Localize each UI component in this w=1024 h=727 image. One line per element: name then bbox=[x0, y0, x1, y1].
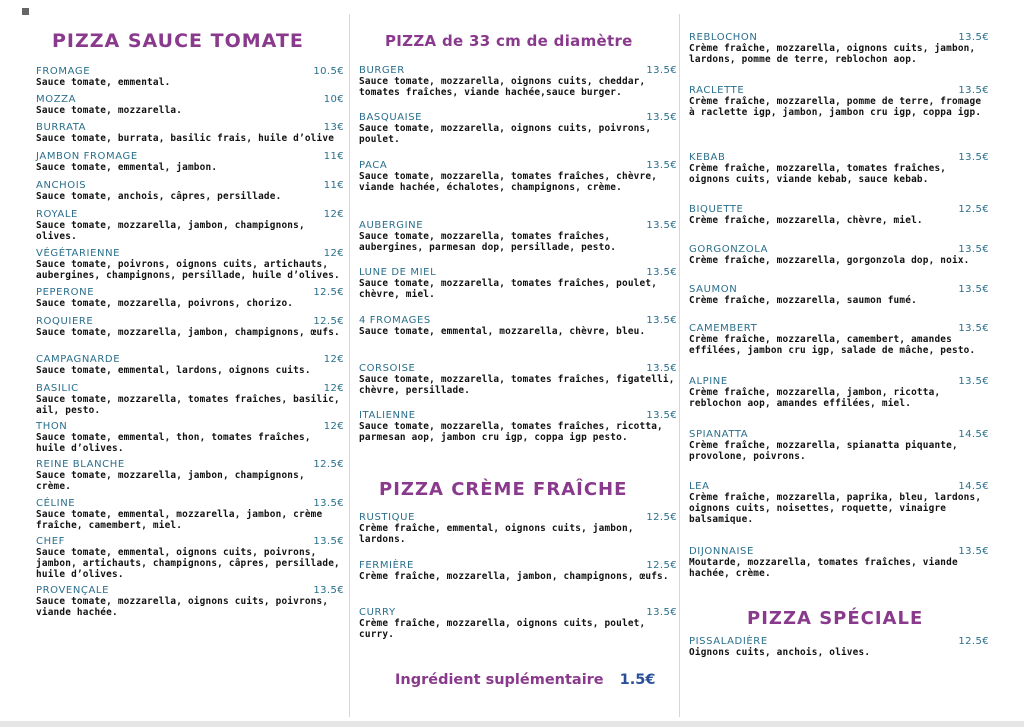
item-name: BIQUETTE bbox=[689, 204, 744, 215]
menu-item bbox=[36, 316, 344, 338]
menu-item bbox=[359, 160, 677, 193]
extra-ingredient-label: Ingrédient suplémentaire bbox=[395, 672, 604, 688]
item-description: Crème fraîche, mozzarella, saumon fumé. bbox=[689, 295, 917, 306]
item-price: 12.5€ bbox=[958, 636, 989, 647]
item-description: Sauce tomate, mozzarella, tomates fraîches, ricotta, parmesan aop, jambon cru igp, coppa igp pesto. bbox=[359, 421, 663, 444]
menu-item bbox=[689, 636, 989, 658]
item-price: 13.5€ bbox=[646, 112, 677, 123]
item-price: 13.5€ bbox=[646, 220, 677, 231]
menu-item bbox=[359, 560, 677, 582]
item-name: FERMIÈRE bbox=[359, 560, 414, 571]
item-description: Sauce tomate, mozzarella, tomates fraîches, aubergines, parmesan dop, persillade, pesto. bbox=[359, 231, 617, 254]
item-description: Sauce tomate, emmental, thon, tomates fraîches, huile d’olives. bbox=[36, 432, 311, 455]
item-price: 12€ bbox=[323, 354, 344, 365]
item-name: REINE BLANCHE bbox=[36, 459, 125, 470]
item-name: CAMEMBERT bbox=[689, 323, 758, 334]
item-name: BURGER bbox=[359, 65, 405, 76]
menu-item bbox=[689, 32, 989, 65]
menu-item bbox=[359, 315, 677, 337]
item-price: 11€ bbox=[323, 151, 344, 162]
item-price: 13.5€ bbox=[958, 244, 989, 255]
item-name: BASILIC bbox=[36, 383, 79, 394]
column-sauce-tomate bbox=[22, 0, 344, 721]
item-description: Crème fraîche, mozzarella, jambon, ricotta, reblochon aop, amandes effilées, miel. bbox=[689, 387, 941, 410]
item-description: Sauce tomate, mozzarella, jambon, champignons, œufs. bbox=[36, 327, 340, 338]
item-price: 12.5€ bbox=[313, 316, 344, 327]
item-name: VÉGÉTARIENNE bbox=[36, 248, 121, 259]
item-name: THON bbox=[36, 421, 68, 432]
item-name: JAMBON FROMAGE bbox=[36, 151, 138, 162]
item-description: Sauce tomate, anchois, câpres, persillade. bbox=[36, 191, 282, 202]
menu-item bbox=[36, 151, 344, 173]
section-title-speciale: PIZZA SPÉCIALE bbox=[747, 608, 924, 629]
menu-item bbox=[36, 122, 344, 144]
item-description: Sauce tomate, poivrons, oignons cuits, artichauts, aubergines, champignons, persillade, huile d’olives. bbox=[36, 259, 340, 282]
item-description: Sauce tomate, emmental, lardons, oignons cuits. bbox=[36, 365, 311, 376]
extra-ingredient bbox=[395, 672, 655, 688]
item-description: Sauce tomate, emmental, mozzarella, chèvre, bleu. bbox=[359, 326, 646, 337]
item-name: ITALIENNE bbox=[359, 410, 416, 421]
item-name: BURRATA bbox=[36, 122, 87, 133]
menu-item bbox=[36, 536, 344, 581]
item-name: SPIANATTA bbox=[689, 429, 749, 440]
item-price: 13.5€ bbox=[646, 315, 677, 326]
menu-item bbox=[689, 376, 989, 409]
menu-item bbox=[36, 248, 344, 281]
menu-item bbox=[359, 607, 677, 640]
menu-item bbox=[36, 287, 344, 309]
menu-item bbox=[36, 383, 344, 416]
item-price: 13.5€ bbox=[958, 546, 989, 557]
menu-item bbox=[36, 459, 344, 492]
item-price: 13.5€ bbox=[958, 85, 989, 96]
item-name: DIJONNAISE bbox=[689, 546, 754, 557]
item-price: 13.5€ bbox=[646, 607, 677, 618]
column-divider bbox=[349, 14, 350, 717]
item-name: CORSOISE bbox=[359, 363, 416, 374]
section-title-creme-fraiche: PIZZA CRÈME FRAÎCHE bbox=[379, 479, 628, 500]
item-price: 13.5€ bbox=[313, 536, 344, 547]
menu-item bbox=[359, 220, 677, 253]
item-description: Sauce tomate, mozzarella, tomates fraîches, figatelli, chèvre, persillade. bbox=[359, 374, 675, 397]
item-description: Sauce tomate, mozzarella, tomates fraîches, poulet, chèvre, miel. bbox=[359, 278, 658, 301]
menu-item bbox=[359, 512, 677, 545]
item-description: Sauce tomate, mozzarella, oignons cuits, poivrons, viande hachée. bbox=[36, 596, 329, 619]
item-description: Sauce tomate, mozzarella, oignons cuits, poivrons, poulet. bbox=[359, 123, 652, 146]
menu-item bbox=[36, 421, 344, 454]
item-description: Sauce tomate, burrata, basilic frais, huile d’olive bbox=[36, 133, 335, 144]
item-name: CURRY bbox=[359, 607, 396, 618]
item-name: ANCHOIS bbox=[36, 180, 87, 191]
item-name: PEPERONE bbox=[36, 287, 95, 298]
item-name: PISSALADIÈRE bbox=[689, 636, 768, 647]
item-price: 12.5€ bbox=[313, 459, 344, 470]
item-price: 13.5€ bbox=[958, 152, 989, 163]
menu-item bbox=[36, 66, 344, 88]
item-description: Crème fraîche, mozzarella, gorgonzola dop, noix. bbox=[689, 255, 970, 266]
item-price: 12€ bbox=[323, 383, 344, 394]
item-name: FROMAGE bbox=[36, 66, 91, 77]
item-description: Sauce tomate, mozzarella, jambon, champignons, crème. bbox=[36, 470, 305, 493]
item-price: 14.5€ bbox=[958, 429, 989, 440]
item-price: 13.5€ bbox=[646, 160, 677, 171]
item-description: Sauce tomate, emmental, oignons cuits, poivrons, jambon, artichauts, champignons, câpres, persillade, huile d’olives. bbox=[36, 547, 340, 581]
item-price: 13.5€ bbox=[646, 410, 677, 421]
item-price: 13.5€ bbox=[958, 376, 989, 387]
menu-item bbox=[36, 498, 344, 531]
item-description: Crème fraîche, emmental, oignons cuits, jambon, lardons. bbox=[359, 523, 634, 546]
menu-item bbox=[359, 363, 677, 396]
item-name: ALPINE bbox=[689, 376, 728, 387]
item-price: 10€ bbox=[323, 94, 344, 105]
item-description: Oignons cuits, anchois, olives. bbox=[689, 647, 871, 658]
item-price: 12.5€ bbox=[646, 560, 677, 571]
item-description: Crème fraîche, mozzarella, camembert, amandes effilées, jambon cru igp, salade de mâche, pesto. bbox=[689, 334, 976, 357]
menu-item bbox=[689, 546, 989, 579]
extra-ingredient-price: 1.5€ bbox=[619, 672, 656, 688]
item-price: 13.5€ bbox=[958, 323, 989, 334]
item-name: PACA bbox=[359, 160, 388, 171]
item-price: 12€ bbox=[323, 248, 344, 259]
item-description: Crème fraîche, mozzarella, oignons cuits, jambon, lardons, pomme de terre, reblochon aop. bbox=[689, 43, 976, 66]
item-price: 13.5€ bbox=[646, 267, 677, 278]
item-description: Crème fraîche, mozzarella, jambon, champignons, œufs. bbox=[359, 571, 669, 582]
item-price: 12.5€ bbox=[646, 512, 677, 523]
menu-item bbox=[36, 354, 344, 376]
item-price: 13.5€ bbox=[958, 284, 989, 295]
item-description: Sauce tomate, mozzarella, tomates fraîches, chèvre, viande hachée, échalotes, champignons, crème. bbox=[359, 171, 658, 194]
item-name: PROVENÇALE bbox=[36, 585, 110, 596]
item-description: Crème fraîche, mozzarella, chèvre, miel. bbox=[689, 215, 923, 226]
item-name: CAMPAGNARDE bbox=[36, 354, 121, 365]
item-price: 13.5€ bbox=[313, 585, 344, 596]
menu-item bbox=[359, 267, 677, 300]
page-bottom-edge bbox=[0, 721, 1024, 727]
item-price: 12.5€ bbox=[313, 287, 344, 298]
item-description: Sauce tomate, mozzarella, jambon, champignons, olives. bbox=[36, 220, 305, 243]
menu-item bbox=[689, 244, 989, 266]
item-name: CHEF bbox=[36, 536, 65, 547]
item-name: KEBAB bbox=[689, 152, 726, 163]
menu-item bbox=[36, 209, 344, 242]
item-name: RACLETTE bbox=[689, 85, 745, 96]
item-name: BASQUAISE bbox=[359, 112, 423, 123]
item-name: 4 FROMAGES bbox=[359, 315, 431, 326]
item-name: REBLOCHON bbox=[689, 32, 758, 43]
item-price: 13.5€ bbox=[313, 498, 344, 509]
item-name: LEA bbox=[689, 481, 710, 492]
menu-item bbox=[359, 410, 677, 443]
section-title-sauce-tomate: PIZZA SAUCE TOMATE bbox=[52, 30, 304, 52]
menu-item bbox=[689, 323, 989, 356]
item-price: 13.5€ bbox=[646, 65, 677, 76]
menu-item bbox=[689, 152, 989, 185]
item-description: Sauce tomate, mozzarella, oignons cuits, cheddar, tomates fraîches, viande hachée,sauce burger. bbox=[359, 76, 646, 99]
item-description: Sauce tomate, emmental, jambon. bbox=[36, 162, 218, 173]
item-description: Crème fraîche, mozzarella, oignons cuits, poulet, curry. bbox=[359, 618, 646, 641]
menu-item bbox=[689, 85, 989, 118]
item-price: 13€ bbox=[323, 122, 344, 133]
item-name: SAUMON bbox=[689, 284, 738, 295]
item-description: Sauce tomate, emmental. bbox=[36, 77, 171, 88]
column-33cm bbox=[351, 0, 677, 721]
item-description: Sauce tomate, mozzarella, tomates fraîches, basilic, ail, pesto. bbox=[36, 394, 340, 417]
item-name: AUBERGINE bbox=[359, 220, 424, 231]
item-name: GORGONZOLA bbox=[689, 244, 769, 255]
item-name: RUSTIQUE bbox=[359, 512, 415, 523]
menu-item bbox=[689, 429, 989, 462]
item-price: 12.5€ bbox=[958, 204, 989, 215]
item-description: Crème fraîche, mozzarella, tomates fraîches, oignons cuits, viande kebab, sauce kebab. bbox=[689, 163, 947, 186]
item-price: 13.5€ bbox=[646, 363, 677, 374]
item-name: ROYALE bbox=[36, 209, 78, 220]
item-price: 10.5€ bbox=[313, 66, 344, 77]
column-creme-suite bbox=[681, 0, 1001, 721]
item-name: MOZZA bbox=[36, 94, 77, 105]
item-description: Sauce tomate, emmental, mozzarella, jambon, crème fraîche, camembert, miel. bbox=[36, 509, 323, 532]
item-price: 13.5€ bbox=[958, 32, 989, 43]
menu-item bbox=[36, 585, 344, 618]
item-name: ROQUIERE bbox=[36, 316, 94, 327]
menu-item bbox=[689, 204, 989, 226]
item-description: Sauce tomate, mozzarella, poivrons, chorizo. bbox=[36, 298, 294, 309]
item-description: Crème fraîche, mozzarella, spianatta piquante, provolone, poivrons. bbox=[689, 440, 958, 463]
item-price: 11€ bbox=[323, 180, 344, 191]
column-divider bbox=[679, 14, 680, 717]
item-description: Moutarde, mozzarella, tomates fraîches, viande hachée, crème. bbox=[689, 557, 958, 580]
item-price: 12€ bbox=[323, 421, 344, 432]
menu-item bbox=[359, 112, 677, 145]
menu-item bbox=[689, 481, 989, 526]
menu-item bbox=[36, 94, 344, 116]
item-name: CÉLINE bbox=[36, 498, 76, 509]
item-description: Crème fraîche, mozzarella, paprika, bleu, lardons, oignons cuits, noisettes, roquette, vinaigre balsamique. bbox=[689, 492, 982, 526]
item-description: Crème fraîche, mozzarella, pomme de terre, fromage à raclette igp, jambon, jambon cru igp, coppa igp. bbox=[689, 96, 982, 119]
menu-item bbox=[689, 284, 989, 306]
item-name: LUNE DE MIEL bbox=[359, 267, 437, 278]
section-title-33cm: PIZZA de 33 cm de diamètre bbox=[385, 32, 633, 50]
menu-item bbox=[359, 65, 677, 98]
item-price: 12€ bbox=[323, 209, 344, 220]
item-price: 14.5€ bbox=[958, 481, 989, 492]
menu-item bbox=[36, 180, 344, 202]
item-description: Sauce tomate, mozzarella. bbox=[36, 105, 183, 116]
